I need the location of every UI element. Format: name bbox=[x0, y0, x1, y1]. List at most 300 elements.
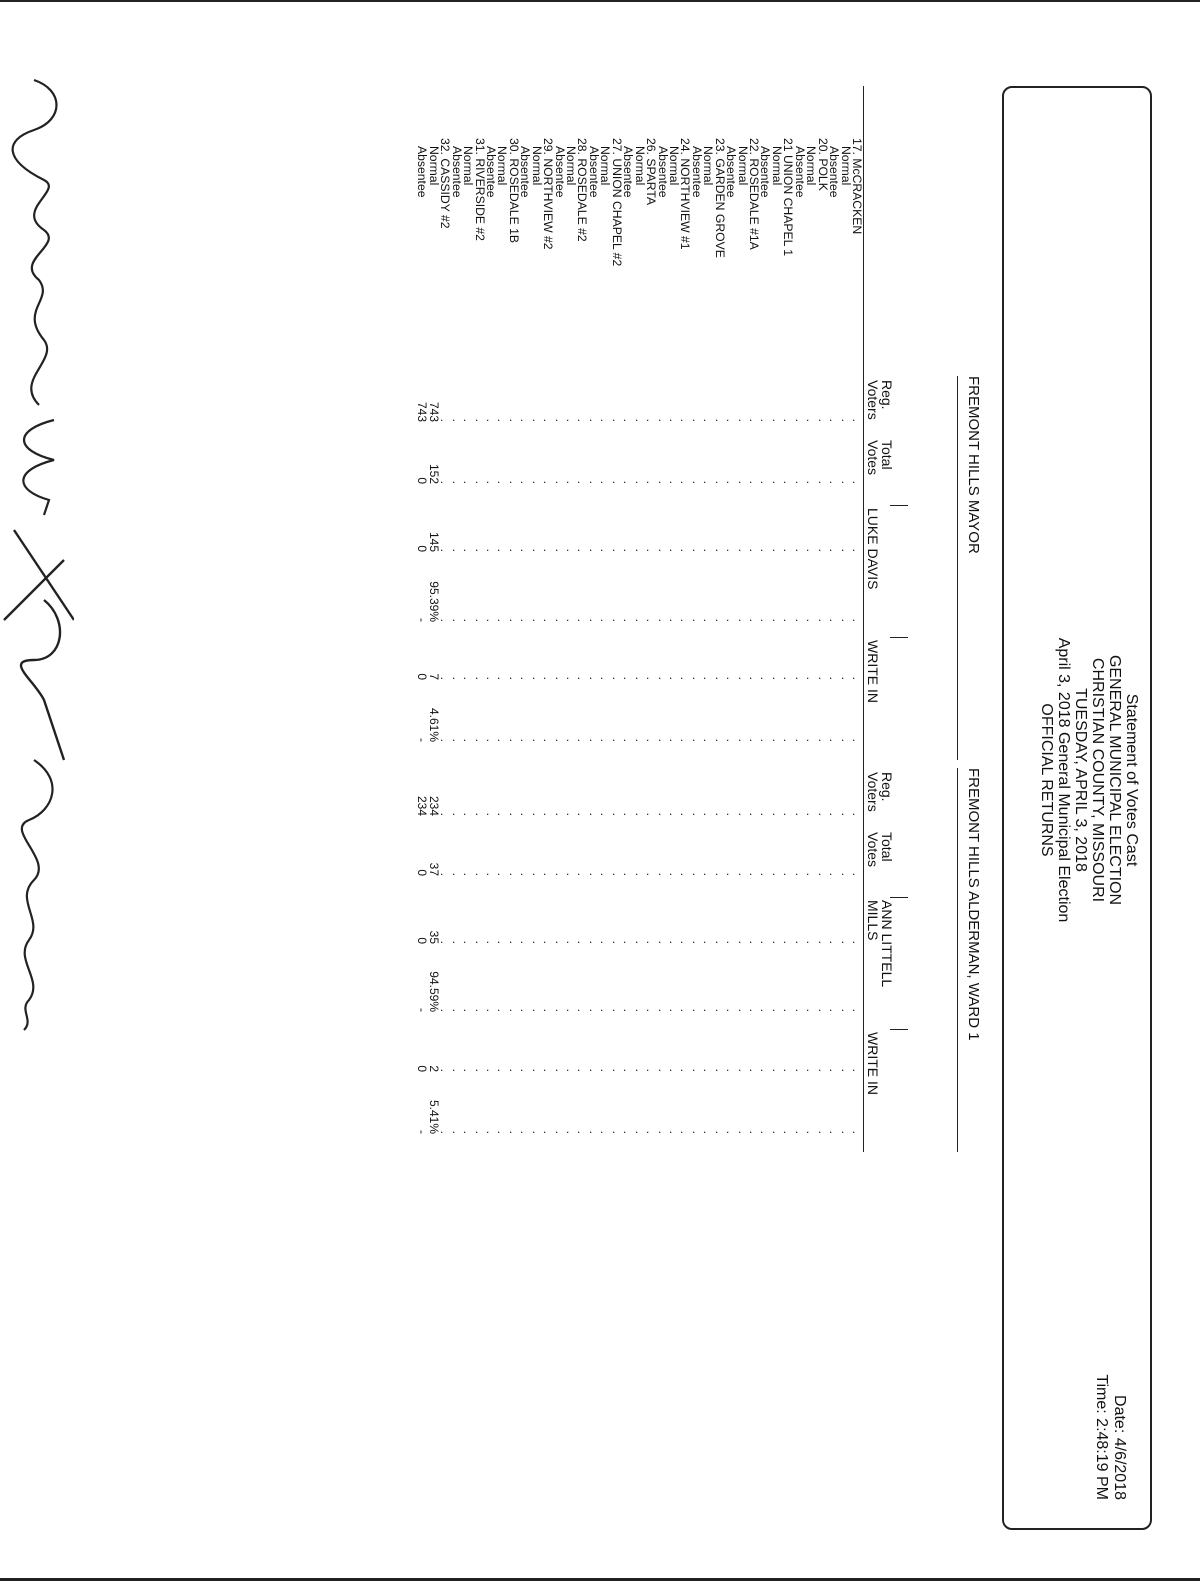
title-line: OFFICIAL RETURNS bbox=[1038, 703, 1055, 857]
cell-empty-dot: . bbox=[747, 872, 762, 876]
cell-empty-dot: . bbox=[472, 812, 487, 816]
cell-empty-dot: . bbox=[552, 872, 567, 876]
cell-empty-dot: . bbox=[632, 548, 647, 552]
cell-empty-dot: . bbox=[838, 618, 853, 622]
cell-empty-dot: . bbox=[461, 1008, 476, 1012]
cell-empty-dot: . bbox=[689, 940, 704, 944]
alderman-candidate-header: ANN LITTELL MILLS bbox=[865, 900, 895, 988]
cell-empty-dot: . bbox=[792, 812, 807, 816]
cell-empty-dot: . bbox=[564, 812, 579, 816]
cell-empty-dot: . bbox=[689, 1008, 704, 1012]
mayor-data-column bbox=[416, 378, 862, 422]
cell-empty-dot: . bbox=[598, 418, 613, 422]
cell-empty-dot: . bbox=[815, 940, 830, 944]
cell-empty-dot: . bbox=[678, 618, 693, 622]
cell-empty-dot: . bbox=[838, 1130, 853, 1134]
cell-empty-dot: . bbox=[701, 676, 716, 680]
cell-empty-dot: . bbox=[781, 812, 796, 816]
cell-empty-dot: . bbox=[575, 418, 590, 422]
cell-empty-dot: . bbox=[609, 812, 624, 816]
cell-empty-dot: . bbox=[449, 812, 464, 816]
cell-empty-dot: . bbox=[472, 1130, 487, 1134]
cell-empty-dot: . bbox=[632, 1068, 647, 1072]
cell-empty-dot: . bbox=[701, 418, 716, 422]
cell-total-absentee: 0 bbox=[415, 545, 430, 552]
cell-empty-dot: . bbox=[621, 812, 636, 816]
cell-empty-dot: . bbox=[689, 1068, 704, 1072]
cell-empty-dot: . bbox=[804, 738, 819, 742]
cell-empty-dot: . bbox=[735, 812, 750, 816]
cell-empty-dot: . bbox=[701, 738, 716, 742]
cell-empty-dot: . bbox=[472, 548, 487, 552]
cell-empty-dot: . bbox=[758, 480, 773, 484]
cell-empty-dot: . bbox=[827, 1008, 842, 1012]
cell-empty-dot: . bbox=[850, 548, 864, 552]
cell-total-absentee: - bbox=[415, 738, 430, 742]
cell-empty-dot: . bbox=[495, 940, 510, 944]
cell-empty-dot: . bbox=[461, 872, 476, 876]
cell-empty-dot: . bbox=[792, 1068, 807, 1072]
cell-empty-dot: . bbox=[564, 872, 579, 876]
alderman-reg-voters-header: Reg. Voters bbox=[865, 772, 895, 812]
cell-empty-dot: . bbox=[621, 940, 636, 944]
contest-title-alderman: FREMONT HILLS ALDERMAN, WARD 1 bbox=[965, 768, 982, 1041]
cell-empty-dot: . bbox=[689, 738, 704, 742]
cell-empty-dot: . bbox=[667, 618, 681, 622]
cell-empty-dot: . bbox=[678, 872, 693, 876]
cell-empty-dot: . bbox=[609, 872, 624, 876]
cell-empty-dot: . bbox=[792, 738, 807, 742]
cell-empty-dot: . bbox=[827, 940, 842, 944]
cell-empty-dot: . bbox=[632, 940, 647, 944]
cell-empty-dot: . bbox=[598, 480, 613, 484]
cell-empty-dot: . bbox=[541, 618, 556, 622]
cell-total-absentee: 0 bbox=[415, 937, 430, 944]
cell-empty-dot: . bbox=[838, 418, 853, 422]
cell-total-normal: 145 bbox=[426, 531, 441, 552]
cell-empty-dot: . bbox=[712, 872, 727, 876]
cell-empty-dot: . bbox=[598, 872, 613, 876]
title-line: April 3, 2018 General Municipal Election bbox=[1055, 637, 1072, 923]
cell-empty-dot: . bbox=[758, 738, 773, 742]
cell-empty-dot: . bbox=[815, 618, 830, 622]
cell-empty-dot: . bbox=[758, 418, 773, 422]
cell-empty-dot: . bbox=[472, 1068, 487, 1072]
cell-empty-dot: . bbox=[678, 738, 693, 742]
precinct-name: 26. SPARTA bbox=[644, 138, 659, 206]
cell-empty-dot: . bbox=[575, 676, 590, 680]
cell-empty-dot: . bbox=[461, 676, 476, 680]
cell-empty-dot: . bbox=[655, 480, 670, 484]
cell-empty-dot: . bbox=[438, 1008, 453, 1012]
cell-empty-dot: . bbox=[529, 1008, 544, 1012]
cell-empty-dot: . bbox=[804, 940, 819, 944]
cell-total-absentee: 0 bbox=[415, 477, 430, 484]
cell-empty-dot: . bbox=[678, 1068, 693, 1072]
cell-empty-dot: . bbox=[781, 548, 796, 552]
cell-empty-dot: . bbox=[724, 1130, 739, 1134]
cell-empty-dot: . bbox=[506, 676, 521, 680]
cell-empty-dot: . bbox=[678, 1008, 693, 1012]
cell-empty-dot: . bbox=[678, 480, 693, 484]
mayor-data-column bbox=[416, 440, 862, 484]
cell-empty-dot: . bbox=[838, 812, 853, 816]
title-line: CHRISTIAN COUNTY, MISSOURI bbox=[1089, 657, 1106, 903]
cell-empty-dot: . bbox=[724, 872, 739, 876]
cell-empty-dot: . bbox=[632, 676, 647, 680]
cell-empty-dot: . bbox=[644, 480, 659, 484]
cell-empty-dot: . bbox=[449, 1130, 464, 1134]
cell-empty-dot: . bbox=[850, 480, 864, 484]
cell-empty-dot: . bbox=[667, 480, 681, 484]
precinct-subrow-label: Absentee bbox=[655, 146, 670, 198]
precinct-list bbox=[416, 138, 862, 378]
cell-empty-dot: . bbox=[518, 1008, 533, 1012]
cell-empty-dot: . bbox=[827, 548, 842, 552]
cell-empty-dot: . bbox=[724, 738, 739, 742]
cell-empty-dot: . bbox=[575, 738, 590, 742]
cell-empty-dot: . bbox=[598, 676, 613, 680]
cell-empty-dot: . bbox=[735, 1068, 750, 1072]
cell-empty-dot: . bbox=[815, 418, 830, 422]
cell-empty-dot: . bbox=[667, 940, 681, 944]
cell-empty-dot: . bbox=[850, 1130, 864, 1134]
cell-empty-dot: . bbox=[495, 812, 510, 816]
cell-empty-dot: . bbox=[484, 418, 498, 422]
precinct-subrow-label: Normal bbox=[667, 146, 681, 186]
cell-empty-dot: . bbox=[758, 618, 773, 622]
cell-empty-dot: . bbox=[838, 1008, 853, 1012]
cell-empty-dot: . bbox=[564, 548, 579, 552]
cell-empty-dot: . bbox=[781, 1008, 796, 1012]
cell-empty-dot: . bbox=[838, 548, 853, 552]
mayor-write-in-header: WRITE IN bbox=[865, 640, 881, 703]
cell-empty-dot: . bbox=[564, 480, 579, 484]
cell-total-absentee: - bbox=[415, 1008, 430, 1012]
precinct-name: 22. ROSEDALE #1A bbox=[747, 138, 762, 250]
cell-empty-dot: . bbox=[781, 872, 796, 876]
cell-empty-dot: . bbox=[769, 1130, 784, 1134]
precinct-name: 28. ROSEDALE #2 bbox=[575, 138, 590, 242]
cell-empty-dot: . bbox=[747, 1008, 762, 1012]
cell-empty-dot: . bbox=[850, 676, 864, 680]
alderman-header-rule bbox=[957, 768, 958, 1152]
cell-empty-dot: . bbox=[781, 480, 796, 484]
cell-empty-dot: . bbox=[792, 480, 807, 484]
cell-empty-dot: . bbox=[541, 738, 556, 742]
precinct-subrow-label: Absentee bbox=[552, 146, 567, 198]
cell-empty-dot: . bbox=[529, 548, 544, 552]
cell-empty-dot: . bbox=[850, 418, 864, 422]
precinct-subrow-label: Normal bbox=[598, 146, 613, 186]
cell-empty-dot: . bbox=[506, 1130, 521, 1134]
cell-empty-dot: . bbox=[438, 1130, 453, 1134]
precinct-name: 23. GARDEN GROVE bbox=[712, 138, 727, 258]
cell-empty-dot: . bbox=[438, 738, 453, 742]
cell-empty-dot: . bbox=[472, 738, 487, 742]
cell-empty-dot: . bbox=[747, 812, 762, 816]
cell-empty-dot: . bbox=[747, 618, 762, 622]
cell-empty-dot: . bbox=[838, 676, 853, 680]
cell-empty-dot: . bbox=[781, 618, 796, 622]
cell-empty-dot: . bbox=[804, 1068, 819, 1072]
cell-empty-dot: . bbox=[781, 1130, 796, 1134]
cell-total-normal: 94.59% bbox=[426, 971, 441, 1012]
cell-empty-dot: . bbox=[644, 548, 659, 552]
cell-empty-dot: . bbox=[769, 418, 784, 422]
title-line: TUESDAY, APRIL 3, 2018 bbox=[1072, 688, 1089, 872]
cell-empty-dot: . bbox=[644, 1068, 659, 1072]
cell-empty-dot: . bbox=[461, 548, 476, 552]
cell-empty-dot: . bbox=[769, 618, 784, 622]
cell-empty-dot: . bbox=[747, 940, 762, 944]
cell-empty-dot: . bbox=[586, 1130, 601, 1134]
cell-empty-dot: . bbox=[564, 1008, 579, 1012]
cell-empty-dot: . bbox=[815, 1008, 830, 1012]
alderman-write-in-header: WRITE IN bbox=[865, 1032, 881, 1095]
cell-empty-dot: . bbox=[552, 1068, 567, 1072]
cell-empty-dot: . bbox=[518, 418, 533, 422]
cell-empty-dot: . bbox=[598, 618, 613, 622]
cell-empty-dot: . bbox=[758, 872, 773, 876]
cell-empty-dot: . bbox=[495, 1008, 510, 1012]
report-date: Date: 4/6/2018 bbox=[1111, 1395, 1128, 1500]
cell-empty-dot: . bbox=[758, 676, 773, 680]
cell-empty-dot: . bbox=[552, 618, 567, 622]
precinct-subrow-label: Absentee bbox=[415, 146, 430, 198]
alderman-col-divider bbox=[890, 897, 908, 898]
cell-empty-dot: . bbox=[815, 738, 830, 742]
cell-empty-dot: . bbox=[575, 1008, 590, 1012]
cell-empty-dot: . bbox=[712, 548, 727, 552]
cell-empty-dot: . bbox=[609, 1068, 624, 1072]
cell-empty-dot: . bbox=[472, 676, 487, 680]
cell-empty-dot: . bbox=[438, 418, 453, 422]
cell-empty-dot: . bbox=[621, 418, 636, 422]
cell-empty-dot: . bbox=[529, 480, 544, 484]
cell-empty-dot: . bbox=[575, 480, 590, 484]
cell-empty-dot: . bbox=[735, 1008, 750, 1012]
cell-empty-dot: . bbox=[792, 548, 807, 552]
cell-empty-dot: . bbox=[827, 676, 842, 680]
cell-empty-dot: . bbox=[575, 1068, 590, 1072]
cell-empty-dot: . bbox=[701, 480, 716, 484]
cell-empty-dot: . bbox=[529, 1130, 544, 1134]
cell-empty-dot: . bbox=[724, 940, 739, 944]
cell-empty-dot: . bbox=[815, 676, 830, 680]
cell-empty-dot: . bbox=[438, 1068, 453, 1072]
cell-empty-dot: . bbox=[632, 1008, 647, 1012]
cell-empty-dot: . bbox=[689, 548, 704, 552]
cell-empty-dot: . bbox=[621, 480, 636, 484]
cell-empty-dot: . bbox=[712, 738, 727, 742]
cell-empty-dot: . bbox=[678, 676, 693, 680]
cell-empty-dot: . bbox=[541, 480, 556, 484]
cell-empty-dot: . bbox=[529, 812, 544, 816]
cell-empty-dot: . bbox=[827, 1068, 842, 1072]
cell-empty-dot: . bbox=[449, 872, 464, 876]
cell-empty-dot: . bbox=[586, 548, 601, 552]
cell-empty-dot: . bbox=[804, 1130, 819, 1134]
cell-empty-dot: . bbox=[586, 940, 601, 944]
cell-empty-dot: . bbox=[758, 1130, 773, 1134]
cell-empty-dot: . bbox=[552, 418, 567, 422]
cell-empty-dot: . bbox=[655, 940, 670, 944]
cell-total-normal: 4.61% bbox=[426, 707, 441, 742]
cell-empty-dot: . bbox=[804, 676, 819, 680]
cell-empty-dot: . bbox=[586, 872, 601, 876]
cell-empty-dot: . bbox=[792, 618, 807, 622]
cell-total-absentee: 743 bbox=[415, 401, 430, 422]
cell-empty-dot: . bbox=[769, 676, 784, 680]
cell-empty-dot: . bbox=[541, 548, 556, 552]
cell-empty-dot: . bbox=[747, 738, 762, 742]
cell-empty-dot: . bbox=[564, 1068, 579, 1072]
precinct-subrow-label: Absentee bbox=[758, 146, 773, 198]
cell-empty-dot: . bbox=[438, 618, 453, 622]
alderman-data-column bbox=[416, 772, 862, 816]
cell-empty-dot: . bbox=[769, 738, 784, 742]
cell-empty-dot: . bbox=[667, 812, 681, 816]
cell-empty-dot: . bbox=[712, 618, 727, 622]
cell-empty-dot: . bbox=[438, 548, 453, 552]
cell-empty-dot: . bbox=[632, 1130, 647, 1134]
cell-empty-dot: . bbox=[472, 618, 487, 622]
cell-empty-dot: . bbox=[575, 618, 590, 622]
cell-empty-dot: . bbox=[598, 1068, 613, 1072]
cell-empty-dot: . bbox=[495, 738, 510, 742]
cell-empty-dot: . bbox=[724, 1068, 739, 1072]
cell-empty-dot: . bbox=[850, 618, 864, 622]
cell-empty-dot: . bbox=[529, 1068, 544, 1072]
cell-empty-dot: . bbox=[552, 940, 567, 944]
cell-empty-dot: . bbox=[678, 418, 693, 422]
cell-total-normal: 2 bbox=[426, 1065, 441, 1072]
cell-empty-dot: . bbox=[621, 872, 636, 876]
precinct-name: 32. CASSIDY #2 bbox=[438, 138, 453, 229]
cell-empty-dot: . bbox=[758, 1068, 773, 1072]
cell-empty-dot: . bbox=[838, 872, 853, 876]
cell-empty-dot: . bbox=[655, 618, 670, 622]
cell-empty-dot: . bbox=[495, 618, 510, 622]
cell-empty-dot: . bbox=[586, 1068, 601, 1072]
precinct-name: 31. RIVERSIDE #2 bbox=[472, 138, 487, 241]
cell-empty-dot: . bbox=[461, 480, 476, 484]
cell-empty-dot: . bbox=[518, 548, 533, 552]
cell-empty-dot: . bbox=[449, 480, 464, 484]
cell-empty-dot: . bbox=[769, 1068, 784, 1072]
cell-empty-dot: . bbox=[484, 1130, 498, 1134]
cell-empty-dot: . bbox=[621, 738, 636, 742]
cell-empty-dot: . bbox=[621, 1068, 636, 1072]
cell-empty-dot: . bbox=[701, 940, 716, 944]
cell-empty-dot: . bbox=[449, 418, 464, 422]
cell-empty-dot: . bbox=[484, 480, 498, 484]
cell-empty-dot: . bbox=[518, 738, 533, 742]
cell-empty-dot: . bbox=[678, 940, 693, 944]
precinct-subrow-label: Normal bbox=[804, 146, 819, 186]
cell-empty-dot: . bbox=[552, 480, 567, 484]
cell-empty-dot: . bbox=[815, 872, 830, 876]
precinct-subrow-label: Absentee bbox=[724, 146, 739, 198]
cell-empty-dot: . bbox=[495, 548, 510, 552]
cell-empty-dot: . bbox=[735, 676, 750, 680]
cell-empty-dot: . bbox=[724, 812, 739, 816]
precinct-subrow-label: Normal bbox=[461, 146, 476, 186]
cell-empty-dot: . bbox=[518, 480, 533, 484]
cell-empty-dot: . bbox=[735, 940, 750, 944]
cell-empty-dot: . bbox=[518, 618, 533, 622]
contest-title-mayor: FREMONT HILLS MAYOR bbox=[965, 376, 982, 554]
cell-empty-dot: . bbox=[461, 1130, 476, 1134]
cell-empty-dot: . bbox=[747, 548, 762, 552]
cell-empty-dot: . bbox=[815, 1068, 830, 1072]
cell-empty-dot: . bbox=[792, 872, 807, 876]
cell-empty-dot: . bbox=[449, 940, 464, 944]
cell-empty-dot: . bbox=[747, 676, 762, 680]
cell-empty-dot: . bbox=[804, 418, 819, 422]
cell-empty-dot: . bbox=[552, 548, 567, 552]
cell-empty-dot: . bbox=[667, 1130, 681, 1134]
cell-empty-dot: . bbox=[484, 548, 498, 552]
cell-empty-dot: . bbox=[850, 738, 864, 742]
cell-empty-dot: . bbox=[495, 1068, 510, 1072]
cell-empty-dot: . bbox=[598, 548, 613, 552]
cell-empty-dot: . bbox=[804, 480, 819, 484]
precinct-subrow-label: Absentee bbox=[621, 146, 636, 198]
precinct-name: 29. NORTHVIEW #2 bbox=[541, 138, 556, 250]
cell-empty-dot: . bbox=[495, 480, 510, 484]
cell-empty-dot: . bbox=[484, 872, 498, 876]
cell-empty-dot: . bbox=[781, 418, 796, 422]
cell-empty-dot: . bbox=[564, 676, 579, 680]
cell-empty-dot: . bbox=[644, 418, 659, 422]
cell-empty-dot: . bbox=[747, 1130, 762, 1134]
precinct-name: 21 UNION CHAPEL 1 bbox=[781, 138, 796, 257]
cell-empty-dot: . bbox=[655, 548, 670, 552]
cell-empty-dot: . bbox=[598, 1130, 613, 1134]
cell-empty-dot: . bbox=[621, 548, 636, 552]
cell-empty-dot: . bbox=[575, 940, 590, 944]
cell-empty-dot: . bbox=[598, 940, 613, 944]
cell-empty-dot: . bbox=[712, 418, 727, 422]
cell-empty-dot: . bbox=[529, 676, 544, 680]
report-title-block bbox=[1038, 560, 1140, 1000]
cell-total-absentee: 0 bbox=[415, 673, 430, 680]
cell-empty-dot: . bbox=[827, 812, 842, 816]
cell-empty-dot: . bbox=[644, 618, 659, 622]
cell-empty-dot: . bbox=[655, 1130, 670, 1134]
cell-empty-dot: . bbox=[541, 676, 556, 680]
cell-empty-dot: . bbox=[438, 812, 453, 816]
cell-empty-dot: . bbox=[461, 1068, 476, 1072]
cell-empty-dot: . bbox=[644, 1008, 659, 1012]
cell-total-normal: 7 bbox=[426, 673, 441, 680]
cell-empty-dot: . bbox=[655, 418, 670, 422]
cell-empty-dot: . bbox=[506, 418, 521, 422]
cell-empty-dot: . bbox=[815, 480, 830, 484]
cell-empty-dot: . bbox=[724, 676, 739, 680]
alderman-data-column bbox=[416, 832, 862, 876]
cell-empty-dot: . bbox=[484, 738, 498, 742]
cell-empty-dot: . bbox=[609, 618, 624, 622]
cell-empty-dot: . bbox=[712, 812, 727, 816]
cell-empty-dot: . bbox=[609, 418, 624, 422]
cell-empty-dot: . bbox=[724, 480, 739, 484]
cell-empty-dot: . bbox=[827, 618, 842, 622]
cell-empty-dot: . bbox=[449, 676, 464, 680]
cell-empty-dot: . bbox=[735, 480, 750, 484]
